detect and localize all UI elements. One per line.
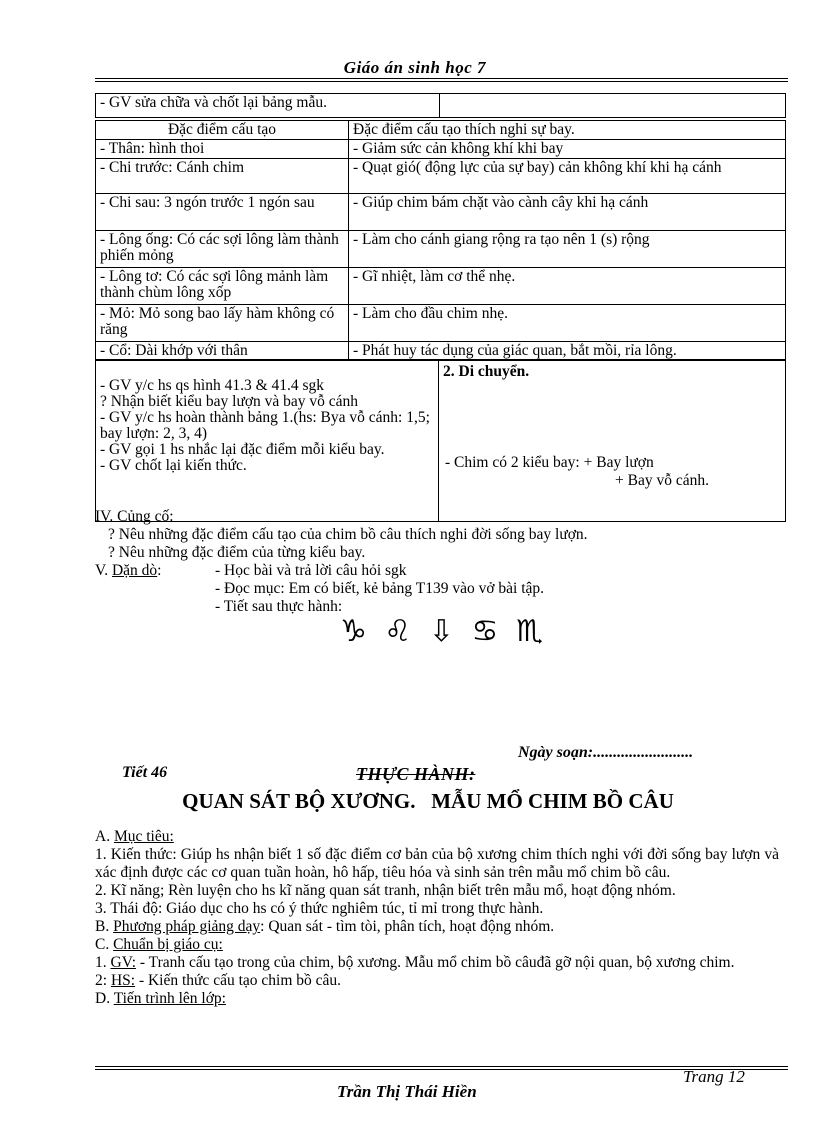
- movement-table: [95, 359, 786, 522]
- consolidation-q2: ? Nêu những đặc điểm của từng kiểu bay.: [108, 544, 366, 561]
- movement-right: [439, 360, 786, 522]
- section-c1-text: - Tranh cấu tạo trong của chim, bộ xương. Mẫu mổ chim bồ câuđã gỡ nội quan, bộ xương chim.: [136, 954, 735, 971]
- feature-cell: - Làm cho đầu chim nhẹ.: [349, 305, 786, 342]
- section-c2-label: HS:: [110, 972, 136, 989]
- feature-cell: - Chi trước: Cánh chim: [96, 159, 349, 194]
- section-c2: [95, 972, 779, 990]
- feature-cell: - Quạt gió( động lực của sự bay) cản không khí khi hạ cánh: [349, 159, 786, 194]
- section-b-label: Phương pháp giảng dạy: [113, 918, 261, 935]
- section-b-prefix: B.: [95, 918, 110, 935]
- section-d-prefix: D.: [95, 990, 111, 1007]
- homework-item: - Tiết sau thực hành:: [215, 598, 343, 615]
- section-a-heading: [95, 828, 779, 846]
- author-signature: Trần Thị Thái Hiền: [337, 1082, 477, 1101]
- feature-cell: - Giúp chim bám chặt vào cành cây khi hạ cánh: [349, 194, 786, 231]
- homework-item: - Đọc mục: Em có biết, kẻ bảng T139 vào vở bài tập.: [215, 580, 545, 597]
- section-a-prefix: A.: [95, 828, 111, 845]
- top-row-right: [440, 94, 786, 118]
- page-number: Trang 12: [683, 1067, 745, 1086]
- feature-table: [95, 120, 786, 361]
- section-a-label: Mục tiêu:: [113, 828, 174, 845]
- section-c1: [95, 954, 779, 972]
- homework-prefix: V.: [95, 562, 109, 579]
- movement-left: [96, 360, 439, 522]
- feature-cell: - Lông tơ: Có các sợi lông mảnh làm thành chùm lông xốp: [96, 268, 349, 305]
- section-c-label: Chuẩn bị giáo cụ:: [113, 936, 223, 953]
- section-b-text: : Quan sát - tìm tòi, phân tích, hoạt động nhóm.: [260, 918, 555, 935]
- section-c2-text: - Kiến thức cấu tạo chim bồ câu.: [135, 972, 342, 989]
- section-c2-prefix: 2:: [95, 972, 108, 989]
- consolidation-heading: IV. Củng cố:: [95, 508, 174, 525]
- section-d-heading: [95, 990, 779, 1008]
- feature-cell: - Mỏ: Mỏ song bao lấy hàm không có răng: [96, 305, 349, 342]
- section-a1: 1. Kiến thức: Giúp hs nhận biết 1 số đặc điểm cơ bản của bộ xương chim thích nghi với đời sống bay lượn và xác định được các cơ quan tuần hoàn, hô hấp, tiêu hóa và sinh sản trên mẫu mổ chim bồ câu.: [95, 846, 779, 881]
- lesson-period: Tiết 46: [122, 764, 168, 781]
- movement-line: ? Nhận biết kiểu bay lượn và bay vỗ cánh: [100, 393, 359, 410]
- top-row-left: - GV sửa chữa và chốt lại bảng mẫu.: [96, 94, 440, 118]
- section-a3: 3. Thái độ: Giáo dục cho hs có ý thức nghiêm túc, tỉ mỉ trong thực hành.: [95, 900, 544, 917]
- homework-colon: :: [157, 562, 162, 579]
- feature-cell: - Chi sau: 3 ngón trước 1 ngón sau: [96, 194, 349, 231]
- homework-heading: [95, 562, 161, 580]
- header-rule: [95, 78, 788, 79]
- header-title: Giáo án sinh học 7: [343, 58, 486, 77]
- section-c1-prefix: 1.: [95, 954, 107, 971]
- feature-cell: - Phát huy tác dụng của giác quan, bắt mồi, rỉa lông.: [349, 342, 786, 361]
- lesson-title: QUAN SÁT BỘ XƯƠNG. MẪU MỔ CHIM BỒ CÂU: [182, 789, 674, 813]
- movement-line-2: + Bay vỗ cánh.: [615, 472, 709, 489]
- homework-label: Dặn dò: [111, 562, 158, 579]
- movement-line: - GV y/c hs qs hình 41.3 & 41.4 sgk: [100, 377, 325, 394]
- movement-line: - GV gọi 1 hs nhắc lại đặc điểm mỗi kiểu bay.: [100, 441, 385, 458]
- consolidation-q1: ? Nêu những đặc điểm cấu tạo của chim bồ câu thích nghi đời sống bay lượn.: [108, 526, 588, 543]
- feature-cell: - Gĩ nhiệt, làm cơ thể nhẹ.: [349, 268, 786, 305]
- section-c1-label: GV:: [110, 954, 137, 971]
- feature-cell: - Làm cho cánh giang rộng ra tạo nên 1 (s) rộng: [349, 231, 786, 268]
- lesson-kind: THỰC HÀNH:: [356, 764, 476, 784]
- movement-title: 2. Di chuyển.: [443, 363, 530, 380]
- section-c-prefix: C.: [95, 936, 110, 953]
- feature-cell: - Lông ống: Có các sợi lông làm thành phiến mỏng: [96, 231, 349, 268]
- movement-line: - GV chốt lại kiến thức.: [100, 457, 247, 474]
- feature-cell: - Cổ: Dài khớp với thân: [96, 342, 349, 361]
- ornament-symbols: ♑ ♌ ⇩ ♋ ♏: [340, 614, 547, 649]
- section-a2: 2. Kĩ năng; Rèn luyện cho hs kĩ năng quan sát tranh, nhận biết trên mẫu mổ, hoạt động nhóm.: [95, 882, 676, 899]
- section-d-label: Tiến trình lên lớp:: [113, 990, 226, 1007]
- feature-head-2: Đặc điểm cấu tạo thích nghi sự bay.: [349, 121, 786, 140]
- date-line: Ngày soạn:.........................: [518, 744, 694, 761]
- feature-head-1: Đặc điểm cấu tạo: [96, 121, 349, 140]
- sections-body: [95, 828, 779, 1008]
- header-rule-2: [95, 81, 788, 82]
- top-row-table: [95, 93, 786, 118]
- movement-line-1: - Chim có 2 kiểu bay: + Bay lượn: [445, 454, 654, 471]
- section-c-heading: [95, 936, 779, 954]
- homework-item: - Học bài và trả lời câu hỏi sgk: [215, 562, 407, 579]
- feature-cell: - Thân: hình thoi: [96, 140, 349, 159]
- movement-line: - GV y/c hs hoàn thành bảng 1.(hs: Bya vỗ cánh: 1,5; bay lượn: 2, 3, 4): [100, 409, 430, 442]
- section-b: [95, 918, 779, 936]
- feature-cell: - Giảm sức cản không khí khi bay: [349, 140, 786, 159]
